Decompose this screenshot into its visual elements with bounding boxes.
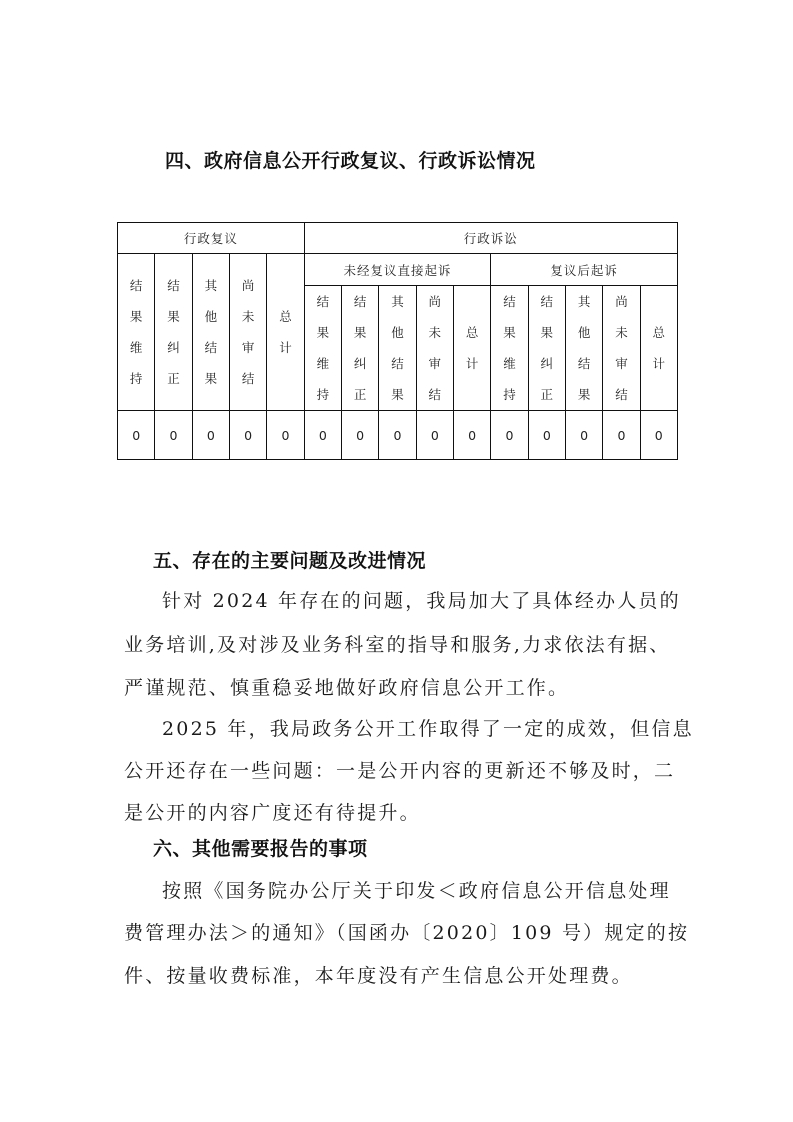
col-after-other-results — [565, 286, 602, 411]
header-char: 尚 — [241, 278, 255, 293]
col-direct-total — [453, 286, 490, 411]
section-5-paragraph-1-line-1: 针对 2024 年存在的问题，我局加大了具体经办人员的 — [162, 590, 681, 612]
header-char: 其 — [204, 278, 218, 293]
col-after-pending — [603, 286, 640, 411]
col-after-total — [640, 286, 677, 411]
header-char: 果 — [503, 325, 516, 340]
header-char: 结 — [615, 387, 628, 402]
header-char: 计 — [465, 356, 479, 371]
header-char: 纠 — [540, 356, 554, 371]
header-char: 未 — [428, 325, 442, 340]
subheader-litigation-after-review: 复议后起诉 — [491, 254, 678, 286]
header-char: 未 — [615, 325, 628, 340]
header-char: 审 — [615, 356, 628, 371]
col-review-result-maintained — [118, 254, 155, 411]
review-litigation-table — [117, 222, 678, 460]
section-5-paragraph-1-line-3: 严谨规范、慎重稳妥地做好政府信息公开工作。 — [124, 677, 570, 699]
col-after-result-maintained — [491, 286, 528, 411]
header-char: 持 — [316, 387, 330, 402]
value-cell: 0 — [379, 411, 416, 460]
header-char: 果 — [167, 309, 180, 324]
header-char: 结 — [204, 340, 218, 355]
header-char: 总 — [465, 325, 479, 340]
section-6-paragraph-line-2: 费管理办法＞的通知》（国函办〔2020〕109 号）规定的按 — [124, 922, 690, 944]
value-cell: 0 — [416, 411, 453, 460]
header-char: 果 — [353, 325, 367, 340]
header-char: 结 — [353, 294, 367, 309]
value-cell: 0 — [341, 411, 378, 460]
header-char: 总 — [652, 325, 666, 340]
header-char: 结 — [129, 278, 143, 293]
header-administrative-litigation: 行政诉讼 — [304, 223, 677, 254]
value-cell: 0 — [453, 411, 490, 460]
section-5-heading: 五、存在的主要问题及改进情况 — [153, 550, 427, 572]
col-review-result-corrected — [155, 254, 192, 411]
col-direct-pending — [416, 286, 453, 411]
header-char: 正 — [540, 387, 554, 402]
col-review-pending — [229, 254, 266, 411]
subheader-direct-litigation: 未经复议直接起诉 — [304, 254, 491, 286]
header-char: 其 — [391, 294, 404, 309]
col-direct-result-maintained — [304, 286, 341, 411]
col-review-other-results — [192, 254, 229, 411]
value-cell: 0 — [304, 411, 341, 460]
section-6-paragraph-line-3: 件、按量收费标准，本年度没有产生信息公开处理费。 — [124, 965, 633, 987]
header-char: 果 — [577, 387, 591, 402]
value-cell: 0 — [267, 411, 304, 460]
header-char: 果 — [129, 309, 143, 324]
header-char: 结 — [391, 356, 404, 371]
header-char: 果 — [391, 387, 404, 402]
value-cell: 0 — [192, 411, 229, 460]
header-char: 持 — [503, 387, 516, 402]
header-char: 尚 — [428, 294, 442, 309]
col-review-total — [267, 254, 304, 411]
value-cell: 0 — [565, 411, 602, 460]
header-char: 纠 — [353, 356, 367, 371]
header-char: 果 — [204, 371, 218, 386]
header-char: 他 — [391, 325, 404, 340]
header-char: 审 — [241, 340, 255, 355]
col-after-result-corrected — [528, 286, 565, 411]
header-char: 结 — [167, 278, 180, 293]
header-char: 纠 — [167, 340, 180, 355]
section-6-heading: 六、其他需要报告的事项 — [153, 838, 368, 860]
value-cell: 0 — [528, 411, 565, 460]
header-char: 正 — [353, 387, 367, 402]
value-cell: 0 — [603, 411, 640, 460]
table-row-values — [118, 411, 678, 460]
header-administrative-review: 行政复议 — [118, 223, 305, 254]
section-4-heading: 四、政府信息公开行政复议、行政诉讼情况 — [165, 150, 536, 172]
header-char: 尚 — [615, 294, 628, 309]
value-cell: 0 — [118, 411, 155, 460]
value-cell: 0 — [640, 411, 677, 460]
value-cell: 0 — [491, 411, 528, 460]
header-char: 维 — [503, 356, 516, 371]
header-char: 他 — [577, 325, 591, 340]
header-char: 未 — [241, 309, 255, 324]
col-direct-result-corrected — [341, 286, 378, 411]
header-char: 正 — [167, 371, 180, 386]
header-char: 持 — [129, 371, 143, 386]
header-char: 结 — [241, 371, 255, 386]
section-5-paragraph-2-line-2: 公开还存在一些问题：一是公开内容的更新还不够及时，二 — [124, 760, 676, 782]
header-char: 结 — [428, 387, 442, 402]
col-direct-other-results — [379, 286, 416, 411]
header-char: 维 — [316, 356, 330, 371]
header-char: 果 — [540, 325, 554, 340]
header-char: 结 — [577, 356, 591, 371]
section-6-paragraph-line-1: 按照《国务院办公厅关于印发＜政府信息公开信息处理 — [162, 880, 671, 902]
header-char: 审 — [428, 356, 442, 371]
header-char: 总 — [279, 309, 292, 324]
header-char: 计 — [652, 356, 666, 371]
header-char: 维 — [129, 340, 143, 355]
value-cell: 0 — [155, 411, 192, 460]
header-char: 他 — [204, 309, 218, 324]
section-5-paragraph-2-line-1: 2025 年，我局政务公开工作取得了一定的成效，但信息 — [162, 718, 694, 740]
section-5-paragraph-1-line-2: 业务培训,及对涉及业务科室的指导和服务,力求依法有据、 — [124, 634, 671, 656]
section-5-paragraph-2-line-3: 是公开的内容广度还有待提升。 — [124, 802, 421, 824]
header-char: 其 — [577, 294, 591, 309]
header-char: 计 — [279, 340, 292, 355]
header-char: 结 — [540, 294, 554, 309]
header-char: 结 — [503, 294, 516, 309]
header-char: 果 — [316, 325, 330, 340]
header-char: 结 — [316, 294, 330, 309]
value-cell: 0 — [229, 411, 266, 460]
